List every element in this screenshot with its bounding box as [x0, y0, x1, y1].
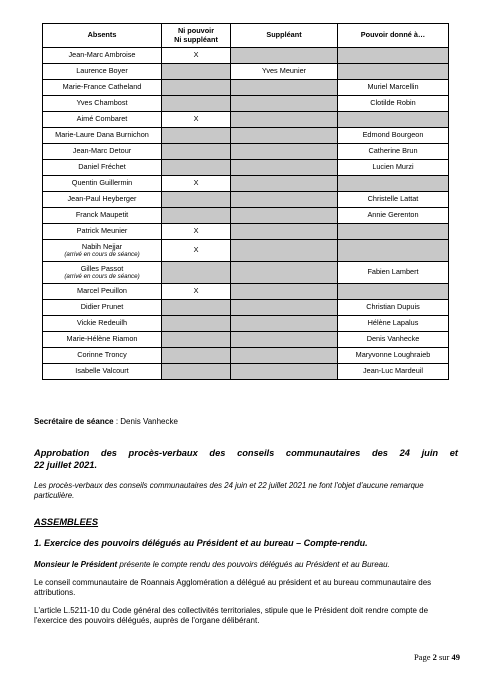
absent-name	[43, 364, 162, 380]
absent-name-text: Didier Prunet	[80, 302, 124, 312]
table-row	[43, 64, 449, 80]
table-row	[43, 80, 449, 96]
paragraph-2: Le conseil communautaire de Roannais Agglomération a délégué au président et au bureau communautaire des attributions.	[34, 578, 432, 598]
pouvoir-cell: Denis Vanhecke	[338, 332, 449, 348]
absent-name-text: Marie-France Catheland	[62, 82, 142, 92]
absent-name-text: Nabih Nejjar	[81, 241, 123, 251]
secretaire-line: Secrétaire de séance : Denis Vanhecke	[34, 417, 178, 426]
no-proxy-mark	[162, 262, 231, 284]
suppleant-cell	[231, 240, 338, 262]
absent-name-text: Quentin Guillermin	[71, 178, 133, 188]
absent-name	[43, 96, 162, 112]
suppleant-cell	[231, 192, 338, 208]
approbation-title: Approbation des procès-verbaux des conseils communautaires des 24 juin et 22 juillet 2021.	[34, 448, 458, 470]
suppleant-cell	[231, 332, 338, 348]
absent-name	[43, 176, 162, 192]
suppleant-cell	[231, 96, 338, 112]
absent-name	[43, 192, 162, 208]
approbation-text: Les procès-verbaux des conseils communautaires des 24 juin et 22 juillet 2021 ne font l'objet d'aucune remarque particulière.	[34, 481, 424, 501]
absent-name	[43, 240, 162, 262]
pouvoir-cell: Fabien Lambert	[338, 262, 449, 284]
absent-name-text: Corinne Troncy	[77, 350, 127, 360]
table-row	[43, 48, 449, 64]
absent-name	[43, 64, 162, 80]
suppleant-cell	[231, 364, 338, 380]
pouvoir-cell: Lucien Murzi	[338, 160, 449, 176]
suppleant-cell	[231, 128, 338, 144]
no-proxy-mark	[162, 316, 231, 332]
no-proxy-mark: X	[162, 48, 231, 64]
pouvoir-cell	[338, 64, 449, 80]
absent-name	[43, 332, 162, 348]
suppleant-cell: Yves Meunier	[231, 64, 338, 80]
table-row	[43, 144, 449, 160]
no-proxy-mark	[162, 80, 231, 96]
suppleant-cell	[231, 80, 338, 96]
table-row	[43, 364, 449, 380]
no-proxy-mark: X	[162, 224, 231, 240]
no-proxy-mark	[162, 160, 231, 176]
pouvoir-cell	[338, 224, 449, 240]
no-proxy-mark	[162, 144, 231, 160]
absent-name	[43, 160, 162, 176]
pouvoir-cell: Christian Dupuis	[338, 300, 449, 316]
no-proxy-mark: X	[162, 284, 231, 300]
pouvoir-cell	[338, 48, 449, 64]
no-proxy-mark	[162, 332, 231, 348]
absent-name	[43, 262, 162, 284]
suppleant-cell	[231, 300, 338, 316]
table-row	[43, 160, 449, 176]
absent-name	[43, 80, 162, 96]
suppleant-cell	[231, 262, 338, 284]
table-row	[43, 348, 449, 364]
table-row	[43, 224, 449, 240]
suppleant-cell	[231, 224, 338, 240]
absent-note: (arrivé en cours de séance)	[64, 273, 140, 281]
absent-name-text: Marie-Hélène Riamon	[66, 334, 138, 344]
no-proxy-mark	[162, 96, 231, 112]
table-row	[43, 316, 449, 332]
table-row	[43, 284, 449, 300]
absent-name-text: Marcel Peuillon	[77, 286, 127, 296]
table-row	[43, 332, 449, 348]
suppleant-cell	[231, 348, 338, 364]
absent-name-text: Daniel Fréchet	[78, 162, 126, 172]
absent-name-text: Vickie Redeuilh	[76, 318, 128, 328]
absent-name-text: Jean-Marc Ambroise	[68, 50, 136, 60]
absent-name-text: Isabelle Valcourt	[75, 366, 129, 376]
pouvoir-cell: Clotilde Robin	[338, 96, 449, 112]
absent-name	[43, 316, 162, 332]
absent-note: (arrivé en cours de séance)	[64, 251, 140, 259]
absences-table	[42, 23, 449, 380]
pouvoir-cell: Muriel Marcellin	[338, 80, 449, 96]
table-row	[43, 128, 449, 144]
section-title: 1. Exercice des pouvoirs délégués au Président et au bureau – Compte-rendu.	[34, 538, 368, 548]
suppleant-cell	[231, 176, 338, 192]
pouvoir-cell: Hélène Lapalus	[338, 316, 449, 332]
header-suppleant: Suppléant	[231, 24, 338, 48]
absent-name-text: Laurence Boyer	[76, 66, 128, 76]
absent-name-text: Yves Chambost	[76, 98, 128, 108]
no-proxy-mark: X	[162, 176, 231, 192]
page-footer: Page 2 sur 49	[413, 652, 460, 662]
suppleant-cell	[231, 316, 338, 332]
table-row	[43, 192, 449, 208]
absent-name	[43, 224, 162, 240]
suppleant-cell	[231, 160, 338, 176]
table-row	[43, 300, 449, 316]
absent-name	[43, 208, 162, 224]
no-proxy-mark	[162, 64, 231, 80]
absent-name-text: Franck Maupetit	[75, 210, 129, 220]
pouvoir-cell	[338, 240, 449, 262]
no-proxy-mark	[162, 348, 231, 364]
suppleant-cell	[231, 284, 338, 300]
paragraph-3: L'article L.5211-10 du Code général des collectivités territoriales, stipule que le Président doit rendre compte de l'exercice des pouvoirs délégués, auprès de l'organe délibérant.	[34, 606, 429, 626]
suppleant-cell	[231, 144, 338, 160]
absent-name	[43, 284, 162, 300]
absent-name	[43, 48, 162, 64]
table-row	[43, 96, 449, 112]
no-proxy-mark	[162, 192, 231, 208]
absent-name	[43, 112, 162, 128]
absent-name-text: Jean-Paul Heyberger	[67, 194, 137, 204]
absent-name-text: Gilles Passot	[80, 263, 124, 273]
table-row	[43, 208, 449, 224]
pouvoir-cell: Jean-Luc Mardeuil	[338, 364, 449, 380]
table-row	[43, 112, 449, 128]
pouvoir-cell: Christelle Lattat	[338, 192, 449, 208]
header-absents: Absents	[43, 24, 162, 48]
assemblees-heading: ASSEMBLEES	[34, 517, 99, 527]
no-proxy-mark	[162, 300, 231, 316]
no-proxy-mark	[162, 128, 231, 144]
pouvoir-cell	[338, 284, 449, 300]
header-pouvoir: Pouvoir donné à…	[338, 24, 449, 48]
suppleant-cell	[231, 48, 338, 64]
pouvoir-cell: Maryvonne Loughraieb	[338, 348, 449, 364]
table-row	[43, 240, 449, 262]
suppleant-cell	[231, 208, 338, 224]
no-proxy-mark: X	[162, 112, 231, 128]
absent-name-text: Marie-Laure Dana Burnichon	[55, 130, 149, 140]
absent-name-text: Jean-Marc Detour	[72, 146, 132, 156]
absent-name-text: Patrick Meunier	[76, 226, 128, 236]
paragraph-1: Monsieur le Président présente le compte rendu des pouvoirs délégués au Président et au Bureau.	[34, 560, 390, 569]
no-proxy-mark	[162, 364, 231, 380]
absent-name	[43, 300, 162, 316]
table-header-row	[43, 24, 449, 48]
absent-name	[43, 128, 162, 144]
pouvoir-cell: Catherine Brun	[338, 144, 449, 160]
table-row	[43, 262, 449, 284]
pouvoir-cell	[338, 112, 449, 128]
pouvoir-cell: Annie Gerenton	[338, 208, 449, 224]
absent-name-text: Aimé Combaret	[76, 114, 128, 124]
header-ni-pouvoir: Ni pouvoir Ni suppléant	[162, 24, 231, 48]
absent-name	[43, 144, 162, 160]
suppleant-cell	[231, 112, 338, 128]
pouvoir-cell	[338, 176, 449, 192]
absent-name	[43, 348, 162, 364]
no-proxy-mark	[162, 208, 231, 224]
table-row	[43, 176, 449, 192]
pouvoir-cell: Edmond Bourgeon	[338, 128, 449, 144]
no-proxy-mark: X	[162, 240, 231, 262]
